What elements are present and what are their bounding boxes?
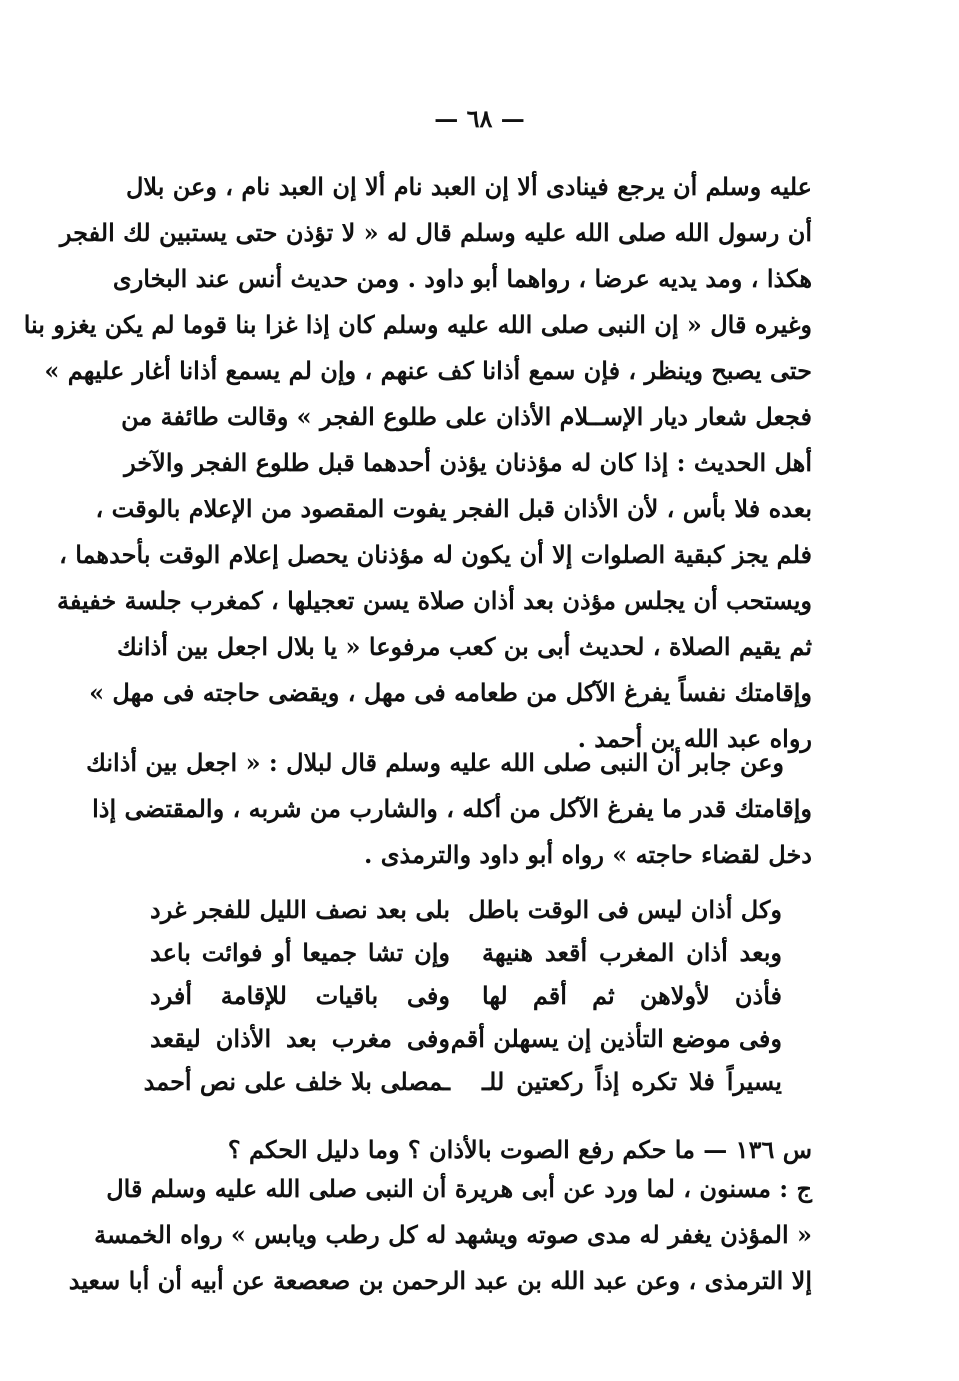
verse-first-half: وكل أذان ليس فى الوقت باطل (468, 895, 782, 924)
paragraph-1 (23, 164, 812, 762)
poem-verse (150, 1017, 782, 1060)
paragraph-2 (86, 740, 812, 878)
verse-second-half: وفى باقيات للإقامة أفرد (150, 981, 450, 1010)
text-line: وإقامتك نفساً يفرغ الآكل من طعامه فى مهل ، ويقضى حاجته فى مهل » (89, 678, 812, 707)
text-line: هكذا ، ومد يديه عرضا ، رواهما أبو داود . ومن حديث أنس عند البخارى (112, 264, 812, 293)
answer-block (68, 1166, 812, 1304)
question-heading: س ١٣٦ — ما حكم رفع الصوت بالأذان ؟ وما دليل الحكم ؟ (227, 1135, 812, 1164)
text-line: عليه وسلم أن يرجع فينادى ألا إن العبد نام ألا إن العبد نام ، وعن بلال (125, 172, 812, 201)
text-line: فجعل شعار ديار الإســلام الأذان على طلوع الفجر » وقالت طائفة من (121, 402, 812, 431)
poem-verse (150, 974, 782, 1017)
poem-verse (150, 931, 782, 974)
page-number: — ٦٨ — (434, 104, 525, 133)
question-block (128, 1130, 812, 1170)
text-line: « المؤذن يغفر له مدى صوته ويشهد له كل رطب ويابس » رواه الخمسة (94, 1220, 812, 1249)
text-line: وإقامتك قدر ما يفرغ الآكل من أكله ، والشارب من شربه ، والمقتضى إذا (92, 794, 812, 823)
text-line: إلا الترمذى ، وعن عبد الله بن عبد الرحمن بن صعصعة عن أبيه أن أبا سعيد (68, 1266, 812, 1295)
text-line: دخل لقضاء حاجته » رواه أبو داود والترمذى . (364, 840, 812, 869)
text-line: بعده فلا بأس ، لأن الأذان قبل الفجر يفوت المقصود من الإعلام بالوقت ، (95, 494, 812, 523)
text-line: أن رسول الله صلى الله عليه وسلم قال له « لا تؤذن حتى يستبين لك الفجر (59, 218, 812, 247)
verse-first-half: فأذن لأولاهن ثم أقم لها (482, 981, 782, 1010)
verse-first-half: يسيراً فلا تكره إذاً ركعتين للـ (482, 1067, 782, 1096)
verse-second-half: بلى بعد نصف الليل للفجر غرد (150, 895, 450, 924)
poem (143, 888, 782, 1103)
verse-second-half: وفى مغرب بعد الأذان ليقعد (150, 1024, 450, 1053)
text-line: ويستحب أن يجلس مؤذن بعد أذان صلاة يسن تعجيلها ، كمغرب جلسة خفيفة (56, 586, 812, 615)
verse-first-half: وبعد أذان المغرب أقعد هنيهة (482, 938, 782, 967)
poem-verse (143, 1060, 782, 1103)
poem-verse (150, 888, 782, 931)
text-line: رواه عبد الله بن أحمد . (577, 724, 812, 753)
text-line: ج : مسنون ، لما ورد عن أبى هريرة أن النبى صلى الله عليه وسلم قال (106, 1174, 812, 1203)
text-line: وعن جابر أن النبى صلى الله عليه وسلم قال لبلال : « اجعل بين أذانك (86, 748, 784, 777)
text-line: أهل الحديث : إذا كان له مؤذنان يؤذن أحدهما قبل طلوع الفجر والآخر (124, 448, 812, 477)
verse-first-half: وفى موضع التأذين إن يسهلن أقم (450, 1024, 782, 1053)
text-line: فلم يجز كبقية الصلوات إلا أن يكون له مؤذنان يحصل إعلام الوقت بأحدهما ، (59, 540, 812, 569)
text-line: ثم يقيم الصلاة ، لحديث أبى بن كعب مرفوعا « يا بلال اجعل بين أذانك (116, 632, 812, 661)
text-line: وغيره قال « إن النبى صلى الله عليه وسلم كان إذا غزا بنا قوما لم يكن يغزو بنا (23, 310, 812, 339)
text-line: حتى يصبح وينظر ، فإن سمع أذانا كف عنهم ، وإن لم يسمع أذانا أغار عليهم » (44, 356, 812, 385)
verse-second-half: وإن تشا جميعا أو فوائت باعد (150, 938, 450, 967)
verse-second-half: ـمصلى بلا خلف على نص أحمد (143, 1067, 450, 1096)
